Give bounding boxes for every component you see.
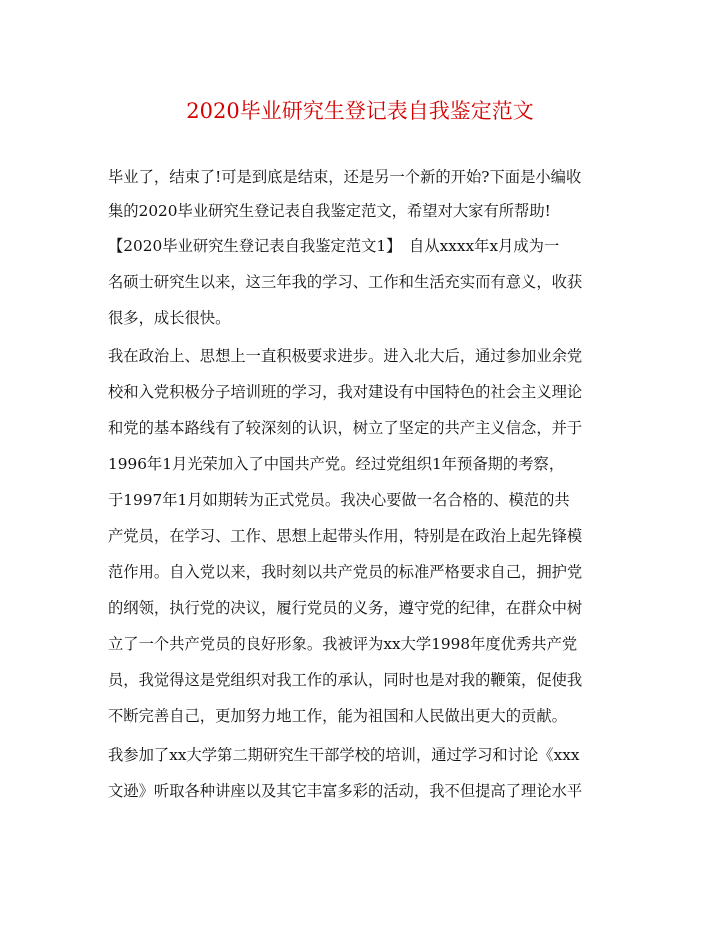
- paragraph-line: 产党员，在学习、工作、思想上起带头作用，特别是在政治上起先锋模: [108, 527, 583, 545]
- document-title: 2020毕业研究生登记表自我鉴定范文: [186, 99, 534, 123]
- paragraph-line: 【2020毕业研究生登记表自我鉴定范文1】 自从xxxx年x月成为一: [108, 237, 560, 255]
- paragraph-line: 校和入党积极分子培训班的学习，我对建设有中国特色的社会主义理论: [108, 383, 583, 401]
- paragraph-line: 员，我觉得这是党组织对我工作的承认，同时也是对我的鞭策，促使我: [108, 671, 583, 689]
- paragraph-line: 集的2020毕业研究生登记表自我鉴定范文，希望对大家有所帮助!: [108, 202, 551, 220]
- paragraph-line: 于1997年1月如期转为正式党员。我决心要做一名合格的、模范的共: [108, 491, 570, 509]
- paragraph-line: 文逊》听取各种讲座以及其它丰富多彩的活动，我不但提高了理论水平: [108, 782, 583, 800]
- paragraph-line: 1996年1月光荣加入了中国共产党。经过党组织1年预备期的考察，: [108, 455, 565, 473]
- paragraph-line: 我参加了xx大学第二期研究生干部学校的培训，通过学习和讨论《xxx: [108, 746, 580, 764]
- paragraph-line: 毕业了，结束了!可是到底是结束，还是另一个新的开始?下面是小编收: [108, 168, 582, 186]
- paragraph-line: 我在政治上、思想上一直积极要求进步。进入北大后，通过参加业余党: [108, 347, 583, 365]
- paragraph-line: 不断完善自己，更加努力地工作，能为祖国和人民做出更大的贡献。: [108, 707, 567, 725]
- paragraph-line: 和党的基本路线有了较深刻的认识，树立了坚定的共产主义信念，并于: [108, 419, 583, 437]
- paragraph-line: 范作用。自入党以来，我时刻以共产党员的标准严格要求自己，拥护党: [108, 563, 583, 581]
- paragraph-line: 名硕士研究生以来，这三年我的学习、工作和生活充实而有意义，收获: [108, 273, 583, 291]
- paragraph-line: 立了一个共产党员的良好形象。我被评为xx大学1998年度优秀共产党: [108, 635, 578, 653]
- paragraph-line: 很多，成长很快。: [108, 309, 231, 327]
- paragraph-line: 的纲领，执行党的决议，履行党员的义务，遵守党的纪律，在群众中树: [108, 599, 583, 617]
